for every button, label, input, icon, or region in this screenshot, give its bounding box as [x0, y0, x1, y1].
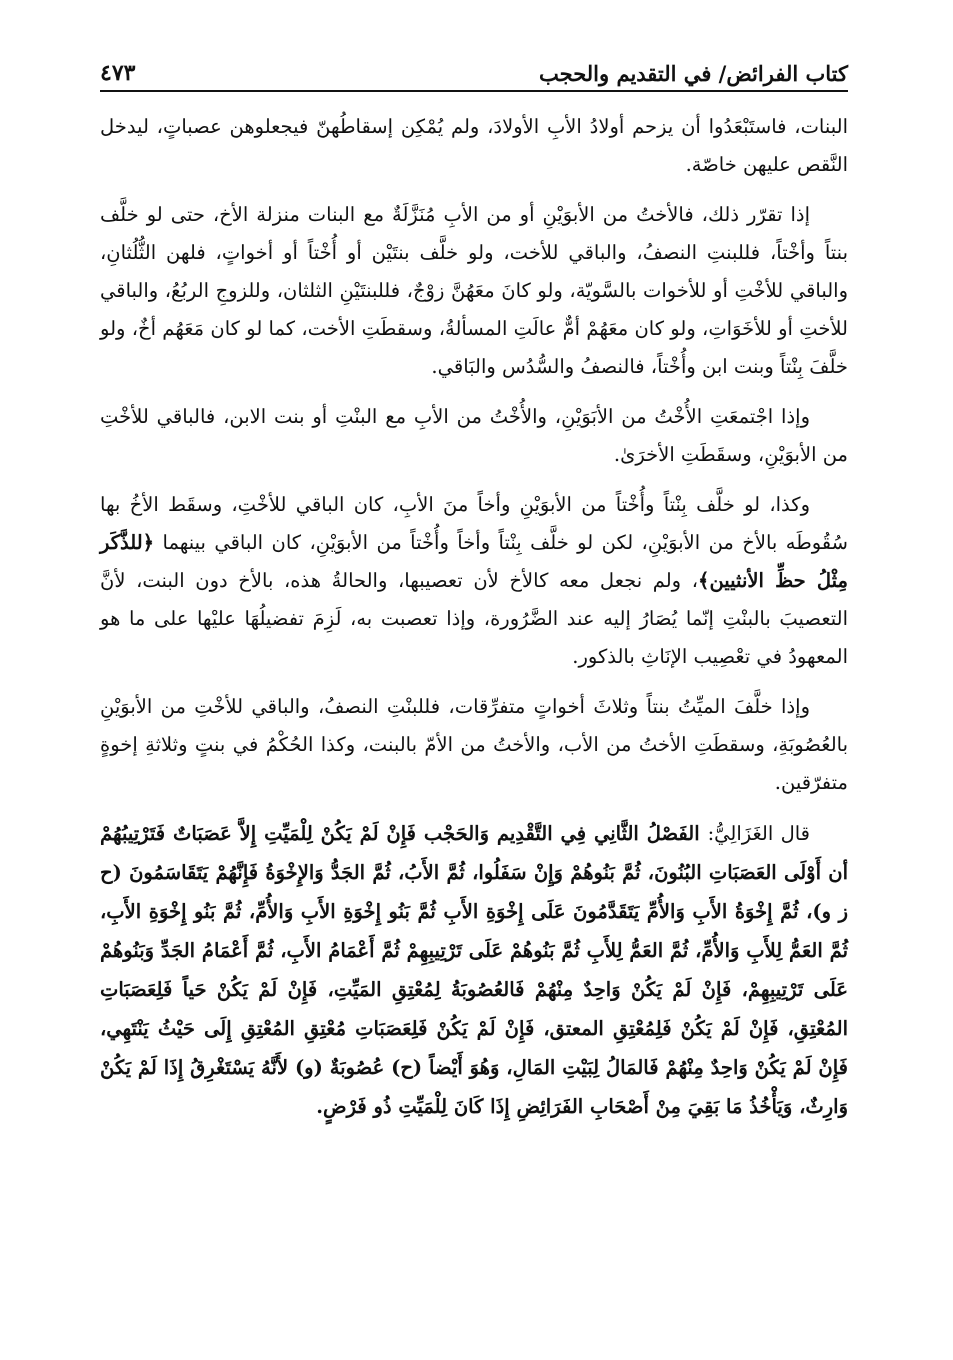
paragraph-full-and-half-sister: وإذا اجْتمعَتِ الأُخْتُ من الأبَوَيْنِ، والأُخْتُ من الأبِ مع البنْتِ أو بنت الابن، فالباقي للأخْتِ من الأبوَيْنِ، وسقَطَتِ الأخرَىٰ.	[100, 405, 848, 466]
paragraph-continuation: البنات، فاستَبْعَدُوا أن يزحم أولادُ الأبِ الأولادَ، ولم يُمْكِن إسقاطُهنّ فيجعلوهن عصباتٍ، ليدخل النَّقص عليهن خاصّة.	[100, 115, 848, 176]
quran-verse: ﴿للذَّكَر مِثْلُ حظِّ الأنثيين﴾	[100, 531, 849, 592]
paragraph-sister-with-daughters: إذا تقرّر ذلك، فالأختُ من الأبوَيْنِ أو من الأبِ مُنَزَّلَةٌ مع البنات منزلة الأخ، حتى لو خلَّف بنتاً وأخْتاً، فللبنتِ النصفُ، والباقي للأخت، ولو خلَّف بنتَيْن أو أُخْتاً أو أخواتٍ، فلهن الثُّلُثانِ، والباقي للأخْتِ أو للأخوات بالسَّويّة، ولو كانَ معَهُنَّ زوْجٌ، فللبنتَيْنِ الثلثان، وللزوجِ الربُعُ، والباقي للأختِ أو للأخَوَاتِ، ولو كان معَهُمْ أمٌّ عالَتِ المسألةُ، وسقطَتِ الأخت، كما لو كان مَعَهُم أخٌ، ولو خلَّفَ بِنْتاً وبنت ابن وأُخْتاً، فالنصفُ والسُّدُس والبَاقي.	[100, 203, 848, 378]
paragraph-text-before-verse: وكذا، لو خلَّف بِنْتاً وأُخْتاً من الأبوَيْنِ وأخاً منَ الأبِ، كان الباقي للأخْتِ، وسقَط الأخُ بها سُقُوطَه بالأخ من الأبوَيْنِ، لكن لو خلَّف بِنْتاً وأخاً وأُخْتاً من الأبوَيْنِ، كان الباقي بينهما	[100, 493, 849, 554]
running-title: كتاب الفرائض/ في التقديم والحجب	[539, 61, 848, 86]
paragraph-separated-sisters: وإذا خلَّفَ الميِّتُ بنتاً وثلاثَ أخواتٍ متفرِّقات، فللبنْتِ النصفُ، والباقي للأخْتِ من الأبوَيْنِ بالعُصُوبَةِ، وسقطَتِ الأختُ من الأب، والأختُ من الأمّ بالبنت، وكذا الحُكْمُ في بنتٍ وثلاثةِ إخوةٍ متفرّقين.	[100, 695, 848, 794]
page-header	[100, 50, 848, 92]
page-number: ٤٧٣	[100, 60, 136, 86]
matn-paragraph	[100, 814, 848, 1126]
matn-speaker: قال الغَزَالِيُّ:	[707, 822, 811, 845]
paragraph-brother-and-sister	[100, 486, 848, 676]
page-content	[100, 108, 848, 1126]
matn-text: الفَصْلُ الثَّانِي فِي التَّقْدِيم وَالحَجْب فَإِنْ لَمْ يَكُنْ لِلْمَيِّتِ إِلاَّ عَصَبَاتٌ فَتَرْتِيبُهُمْ أن أَوْلَى العَصَبَاتِ البُنُونَ، ثُمَّ بَنُوهُمْ وَإِنْ سَفَلُوا، ثُمَّ الأَبُ، ثُمَّ الجَدُّ وَالإِخْوَةُ فَإِنَّهُمْ يَتَقَاسَمُونَ (ح ز و)، ثُمَّ إِخْوَةُ الأَبِ وَالأُمِّ يَتَقَدَّمُونَ عَلَى إِخْوَةِ الأَبِ ثُمَّ بَنُو إِخْوَةِ الأَبِ وَالأُمِّ، ثُمَّ بَنُو إِخْوَةِ الأَبِ، ثُمَّ العَمُّ لِلأَبِ وَالأُمِّ، ثُمَّ العَمُّ لِلأَبِ ثُمَّ بَنُوهُمْ عَلَى تَرْتِيبِهِمْ ثُمَّ أَعْمَامُ الأَبِ، ثُمَّ أَعْمَامُ الجَدِّ وَبَنُوهُمْ عَلَى تَرْتِيبِهِمْ، فَإِنْ لَمْ يَكُنْ وَاحِدٌ مِنْهُمْ فَالعُصُوبَةُ لِمُعْتِقِ المَيِّتِ، فَإِنْ لَمْ يَكُنْ حَياً فَلِعَصَبَاتِ المُعْتِقِ، فَإِنْ لَمْ يَكُنْ فَلِمُعْتِقِ المعتق، فَإِنْ لَمْ يَكُنْ فَلِعَصَبَاتِ مُعْتِقِ المُعْتِقِ إِلَى حَيْثُ يَنْتَهِي، فَإِنْ لَمْ يَكُنْ وَاحِدٌ مِنْهُمْ فَالمَالُ لِبَيْتِ المَالِ، وَهُوَ أَيْضاً (ح) عُصُوبَةٌ (و) لأَنَّهُ يَسْتَغْرِقُ إِذَا لَمْ يَكُنْ وَارِثٌ، وَيَأْخُذُ مَا بَقِيَ مِنْ أَصْحَابِ الفَرَائِضِ إِذَا كَانَ لِلْمَيِّتِ ذُو فَرْضٍ.	[100, 822, 849, 1118]
book-page	[100, 50, 848, 1300]
paragraph-text-after-verse: ، ولم نجعل معه كالأخ لأن تعصيبها، والحالةُ هذه، بالأخ دون البنت، لأنَّ التعصيبَ بالبنْتِ إنّما يُصَارُ إليه عند الضَّرُورة، وإذا تعصبت به، لَزِمَ تفضيلُهَا عليْها على ما هو المعهودُ في تعْصِيب الإنَاثِ بالذكور.	[100, 569, 848, 668]
